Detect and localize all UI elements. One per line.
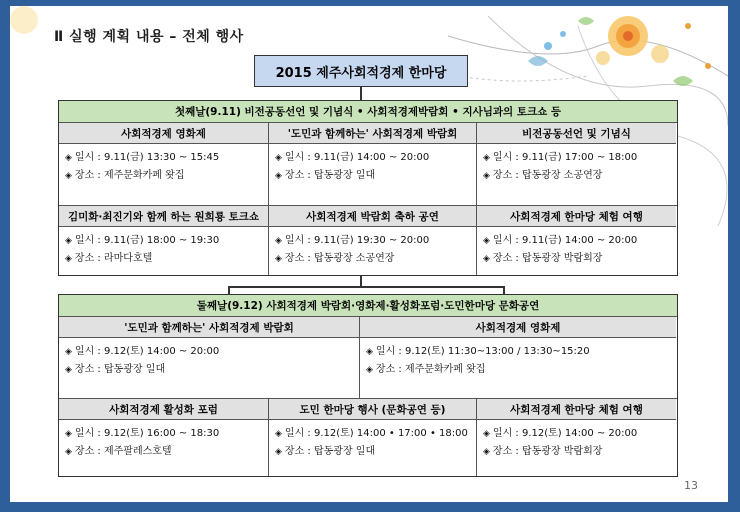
event-date: 일시 : 9.12(토) 11:30~13:00 / 13:30~15:20: [375, 346, 590, 357]
event-date: 일시 : 9.11(금) 14:00 ~ 20:00: [492, 235, 638, 246]
event-place: 장소 : 탑동광장 박람회장: [492, 446, 603, 457]
event-place: 장소 : 라마다호텔: [74, 253, 153, 264]
connector-line: [360, 276, 362, 286]
day1-event-1-title: 사회적경제 영화제: [59, 123, 268, 144]
day2-event-2-details: [360, 338, 676, 384]
day1-event-2-title: '도민과 함께하는' 사회적경제 박람회: [269, 123, 476, 144]
diamond-bullet-icon: ◈: [366, 365, 373, 375]
diamond-bullet-icon: ◈: [65, 171, 72, 181]
event-date: 일시 : 9.11(금) 19:30 ~ 20:00: [284, 235, 430, 246]
event-date: 일시 : 9.12(토) 16:00 ~ 18:30: [74, 428, 220, 439]
day1-event-4-title: 김미화·최진기와 함께 하는 원희룡 토크쇼: [59, 206, 268, 227]
day2-event-4-title: 도민 한마당 행사 (문화공연 등): [269, 399, 476, 420]
diamond-bullet-icon: ◈: [483, 429, 490, 439]
section-heading: Ⅱ 실행 계획 내용 – 전체 행사: [54, 29, 244, 45]
day2-event-3-details: [59, 420, 268, 466]
event-date: 일시 : 9.12(토) 14:00 ~ 20:00: [74, 346, 220, 357]
event-place: 장소 : 탑동광장 일대: [284, 170, 376, 181]
heading-accent: [10, 6, 54, 46]
event-place: 장소 : 제주팔레스호텔: [74, 446, 172, 457]
event-date: 일시 : 9.12(토) 14:00 • 17:00 • 18:00: [284, 428, 468, 439]
diamond-bullet-icon: ◈: [65, 153, 72, 163]
day1-event-2-details: [269, 144, 476, 190]
event-place: 장소 : 제주문화카페 왓집: [375, 364, 486, 375]
event-date: 일시 : 9.11(금) 13:30 ~ 15:45: [74, 152, 220, 163]
day1-event-1-details: [59, 144, 268, 190]
day2-event-2-title: 사회적경제 영화제: [360, 317, 676, 338]
diamond-bullet-icon: ◈: [65, 236, 72, 246]
diamond-bullet-icon: ◈: [366, 347, 373, 357]
day2-table: [58, 294, 678, 477]
diamond-bullet-icon: ◈: [65, 429, 72, 439]
day1-event-3-details: [477, 144, 676, 190]
event-place: 장소 : 탑동광장 일대: [284, 446, 376, 457]
diamond-bullet-icon: ◈: [483, 254, 490, 264]
diamond-bullet-icon: ◈: [275, 153, 282, 163]
day1-header: 첫째날(9.11) 비전공동선언 및 기념식 • 사회적경제박람회 • 지사님과의 토크쇼 등: [59, 101, 677, 123]
page-number: 13: [684, 479, 698, 492]
event-place: 장소 : 제주문화카페 왓집: [74, 170, 185, 181]
day2-event-3-title: 사회적경제 활성화 포럼: [59, 399, 268, 420]
event-place: 장소 : 탑동광장 일대: [74, 364, 166, 375]
day1-event-6-title: 사회적경제 한마당 체험 여행: [477, 206, 676, 227]
diamond-bullet-icon: ◈: [483, 236, 490, 246]
diamond-bullet-icon: ◈: [275, 429, 282, 439]
day1-event-6-details: [477, 227, 676, 273]
day2-event-5-details: [477, 420, 676, 466]
diamond-bullet-icon: ◈: [483, 153, 490, 163]
day2-header: 둘째날(9.12) 사회적경제 박람회·영화제·활성화포럼·도민한마당 문화공연: [59, 295, 677, 317]
diamond-bullet-icon: ◈: [65, 254, 72, 264]
diamond-bullet-icon: ◈: [65, 447, 72, 457]
day2-event-1-details: [59, 338, 359, 384]
event-place: 장소 : 탑동광장 박람회장: [492, 253, 603, 264]
connector-line: [228, 286, 504, 288]
diamond-bullet-icon: ◈: [275, 236, 282, 246]
day1-event-3-title: 비전공동선언 및 기념식: [477, 123, 676, 144]
diamond-bullet-icon: ◈: [275, 447, 282, 457]
day1-table: [58, 100, 678, 276]
event-date: 일시 : 9.11(금) 14:00 ~ 20:00: [284, 152, 430, 163]
day1-event-5-details: [269, 227, 476, 273]
diamond-bullet-icon: ◈: [65, 347, 72, 357]
day2-event-5-title: 사회적경제 한마당 체험 여행: [477, 399, 676, 420]
event-date: 일시 : 9.12(토) 14:00 ~ 20:00: [492, 428, 638, 439]
diamond-bullet-icon: ◈: [483, 171, 490, 181]
day2-event-1-title: '도민과 함께하는' 사회적경제 박람회: [59, 317, 359, 338]
day2-event-4-details: [269, 420, 476, 466]
diamond-bullet-icon: ◈: [65, 365, 72, 375]
slide: [10, 6, 728, 502]
event-title: 2015 제주사회적경제 한마당: [254, 55, 468, 87]
day1-event-5-title: 사회적경제 박람회 축하 공연: [269, 206, 476, 227]
event-date: 일시 : 9.11(금) 17:00 ~ 18:00: [492, 152, 638, 163]
event-date: 일시 : 9.11(금) 18:00 ~ 19:30: [74, 235, 220, 246]
diamond-bullet-icon: ◈: [275, 254, 282, 264]
event-place: 장소 : 탑동광장 소공연장: [284, 253, 395, 264]
diamond-bullet-icon: ◈: [275, 171, 282, 181]
event-place: 장소 : 탑동광장 소공연장: [492, 170, 603, 181]
diamond-bullet-icon: ◈: [483, 447, 490, 457]
day1-event-4-details: [59, 227, 268, 273]
